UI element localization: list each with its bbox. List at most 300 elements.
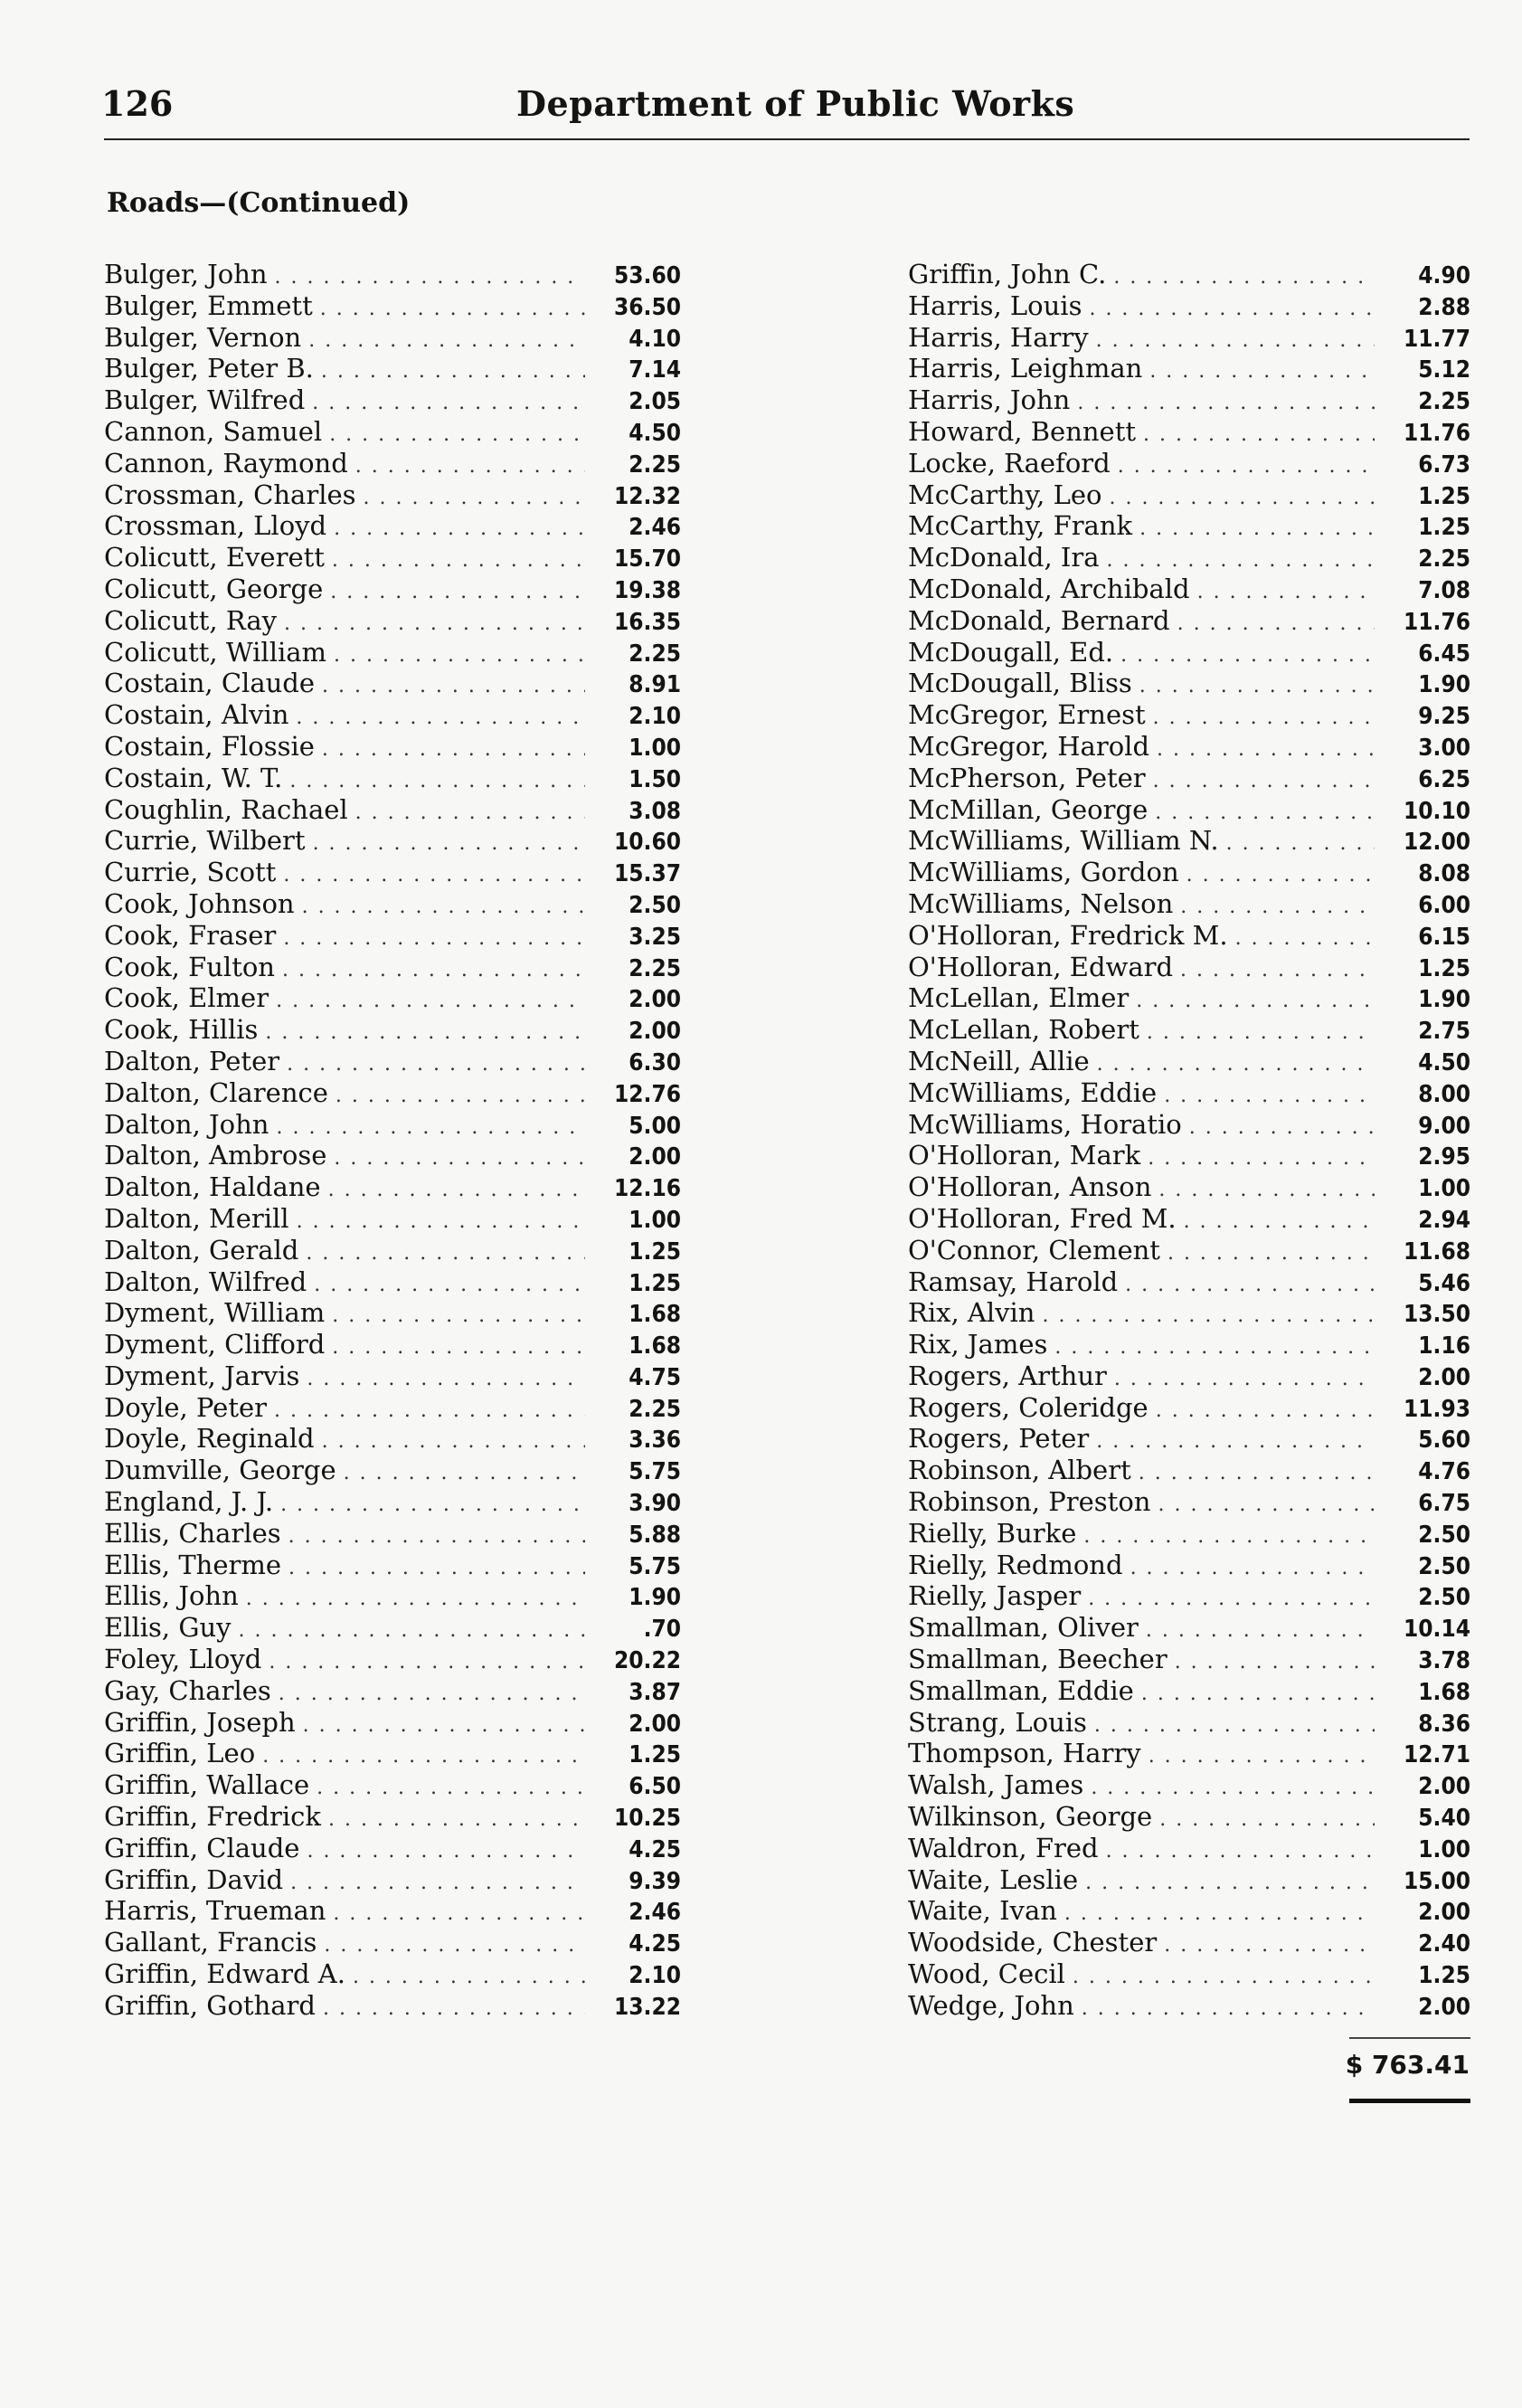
dot-leader (1147, 1018, 1375, 1049)
list-item (908, 510, 1470, 542)
payment-amount: 2.50 (1418, 1521, 1470, 1549)
dot-leader (1197, 577, 1375, 609)
payee-name: Costain, Flossie (104, 730, 315, 762)
dot-leader (1143, 420, 1375, 451)
list-item (908, 1801, 1470, 1833)
list-item (104, 731, 681, 763)
dot-leader (334, 1143, 585, 1175)
payment-amount: 15.00 (1404, 1867, 1470, 1895)
payee-name: McCarthy, Frank (908, 510, 1133, 542)
payee-name: Currie, Scott (104, 857, 277, 888)
list-item (908, 763, 1470, 794)
dot-leader (284, 609, 585, 640)
payment-amount: .70 (643, 1616, 681, 1644)
payee-name: Locke, Raeford (908, 447, 1111, 479)
list-item (908, 1486, 1470, 1518)
payee-name: Cook, Elmer (104, 982, 269, 1014)
payee-name: Coughlin, Rachael (104, 793, 348, 825)
payee-name: O'Connor, Clement (908, 1234, 1160, 1266)
payment-amount: 2.00 (629, 1018, 681, 1046)
payment-amount: 1.25 (1418, 1962, 1470, 1990)
payment-amount: 2.50 (1418, 1584, 1470, 1612)
list-item (104, 1014, 681, 1046)
dot-leader (323, 1994, 585, 2025)
dot-leader (1097, 1049, 1375, 1081)
payee-name: McNeill, Allie (908, 1045, 1090, 1076)
payment-amount: 4.50 (629, 419, 681, 447)
total-rule-top (1349, 2037, 1470, 2039)
list-item (104, 1392, 681, 1424)
payee-name: Rogers, Coleridge (908, 1391, 1149, 1423)
payee-name: McMillan, George (908, 793, 1149, 825)
dot-leader (279, 1679, 585, 1711)
list-item (908, 668, 1470, 699)
payee-name: Dyment, Jarvis (104, 1360, 300, 1391)
payee-name: O'Holloran, Anson (908, 1171, 1152, 1203)
dot-leader (333, 1899, 585, 1930)
dot-leader (275, 262, 585, 294)
payment-amount: 5.88 (629, 1521, 681, 1549)
dot-leader (1158, 1490, 1375, 1522)
payment-amount: 7.08 (1418, 576, 1470, 604)
payment-amount: 6.15 (1418, 923, 1470, 951)
dot-leader (1146, 1616, 1375, 1647)
payment-amount: 2.00 (1418, 1773, 1470, 1801)
payee-name: Rielly, Jasper (908, 1580, 1082, 1612)
payment-amount: 10.14 (1404, 1616, 1470, 1644)
payee-name: Robinson, Albert (908, 1455, 1131, 1486)
payment-amount: 5.46 (1418, 1269, 1470, 1297)
dot-leader (290, 1868, 585, 1900)
payee-name: Bulger, Emmett (104, 289, 313, 321)
payment-amount: 2.50 (629, 891, 681, 919)
payment-amount: 6.00 (1418, 891, 1470, 919)
dot-leader (334, 514, 585, 545)
list-item (908, 1644, 1470, 1675)
payee-name: Dyment, Clifford (104, 1329, 326, 1360)
payee-name: Colicutt, George (104, 573, 324, 604)
dot-leader (332, 545, 585, 577)
dot-leader (1125, 1270, 1375, 1302)
list-item (104, 1109, 681, 1141)
dot-leader (1113, 262, 1375, 294)
payee-name: McWilliams, Horatio (908, 1108, 1182, 1140)
dot-leader (1177, 609, 1375, 640)
list-item (908, 353, 1470, 384)
list-item (104, 384, 681, 416)
payment-amount: 1.90 (629, 1584, 681, 1612)
payment-amount: 16.35 (614, 608, 681, 636)
payee-name: Smallman, Beecher (908, 1644, 1167, 1675)
payment-amount: 6.50 (629, 1773, 681, 1801)
list-item (908, 1550, 1470, 1581)
payment-amount: 2.25 (1418, 388, 1470, 416)
payee-name: Ellis, Charles (104, 1517, 281, 1549)
page-number: 126 (101, 83, 174, 124)
payment-amount: 1.25 (1418, 954, 1470, 982)
list-item (908, 574, 1470, 605)
payment-amount: 2.88 (1418, 293, 1470, 321)
dot-leader (334, 640, 585, 672)
dot-leader (307, 1836, 585, 1868)
payment-amount: 12.76 (614, 1080, 681, 1108)
dot-leader (322, 1427, 585, 1458)
dot-leader (1109, 483, 1375, 515)
dot-leader (1120, 640, 1375, 672)
dot-leader (1082, 1994, 1375, 2025)
dot-leader (276, 986, 585, 1018)
payee-name: McDonald, Bernard (908, 604, 1170, 636)
payment-amount: 1.25 (629, 1741, 681, 1769)
list-item (908, 794, 1470, 826)
list-item (104, 1266, 681, 1298)
payment-amount: 4.50 (1418, 1048, 1470, 1076)
list-item (104, 1769, 681, 1801)
list-item (104, 920, 681, 952)
list-item (104, 1297, 681, 1329)
payment-amount: 12.71 (1404, 1741, 1470, 1769)
dot-leader (1091, 1773, 1375, 1805)
dot-leader (317, 1773, 585, 1805)
payment-amount: 1.25 (629, 1269, 681, 1297)
payee-name: Currie, Wilbert (104, 825, 306, 857)
list-item (104, 1990, 681, 2022)
payment-amount: 2.00 (629, 1143, 681, 1171)
payee-name: Cook, Johnson (104, 887, 295, 919)
list-item (908, 920, 1470, 952)
payment-amount: 4.75 (629, 1363, 681, 1391)
list-item (104, 1077, 681, 1109)
list-item (104, 1329, 681, 1360)
dot-leader (1088, 1584, 1375, 1616)
payee-name: Griffin, Fredrick (104, 1801, 321, 1833)
payment-amount: 2.25 (629, 640, 681, 668)
list-item (104, 1864, 681, 1896)
list-item (104, 542, 681, 574)
payee-name: Robinson, Preston (908, 1486, 1151, 1518)
dot-leader (283, 924, 585, 955)
payee-name: Colicutt, Everett (104, 542, 325, 574)
dot-leader (1064, 1899, 1375, 1930)
dot-leader (1159, 1805, 1375, 1836)
list-item (908, 731, 1470, 763)
payment-amount: 8.91 (629, 671, 681, 699)
list-item (908, 416, 1470, 448)
list-item (104, 1140, 681, 1171)
payment-amount: 2.50 (1418, 1552, 1470, 1580)
payee-name: Costain, W. T. (104, 762, 283, 793)
list-item (908, 1423, 1470, 1455)
dot-leader (1189, 1113, 1375, 1144)
dot-leader (1184, 1207, 1375, 1238)
payee-name: Ramsay, Harold (908, 1266, 1119, 1297)
dot-leader (1164, 1930, 1375, 1962)
dot-leader (320, 294, 585, 326)
dot-leader (324, 1930, 585, 1962)
payee-name: Harris, Harry (908, 321, 1089, 353)
payee-name: Waldron, Fred (908, 1832, 1099, 1863)
dot-leader (302, 892, 585, 924)
payee-name: Gallant, Francis (104, 1927, 317, 1958)
dot-leader (332, 1332, 585, 1364)
payment-amount: 10.25 (614, 1805, 681, 1833)
payee-name: O'Holloran, Fredrick M. (908, 919, 1228, 951)
list-item (908, 1895, 1470, 1927)
payment-amount: 13.50 (1404, 1301, 1470, 1329)
dot-leader (1180, 955, 1375, 987)
section-heading: Roads—(Continued) (107, 187, 411, 219)
payment-amount: 11.68 (1404, 1237, 1470, 1266)
payment-amount: 2.25 (1418, 545, 1470, 574)
dot-leader (328, 1805, 585, 1836)
payee-name: Griffin, Joseph (104, 1706, 296, 1738)
list-item (908, 888, 1470, 920)
running-title: Department of Public Works (516, 83, 1075, 124)
dot-leader (330, 577, 585, 609)
dot-leader (1149, 356, 1375, 388)
payee-name: Colicutt, William (104, 636, 327, 668)
payment-amount: 53.60 (614, 262, 681, 289)
list-item (104, 1203, 681, 1235)
payee-name: Smallman, Eddie (908, 1674, 1134, 1706)
list-item (104, 1423, 681, 1455)
list-item (908, 1958, 1470, 1990)
list-item (908, 699, 1470, 731)
payment-amount: 2.00 (1418, 1899, 1470, 1927)
payee-name: Bulger, John (104, 259, 268, 289)
list-item (104, 1675, 681, 1707)
dot-leader (276, 1113, 585, 1144)
dot-leader (1089, 294, 1375, 326)
list-item (908, 1864, 1470, 1896)
list-item (908, 952, 1470, 983)
payment-amount: 12.00 (1404, 829, 1470, 857)
list-item (104, 1580, 681, 1612)
list-item (104, 699, 681, 731)
dot-leader (1157, 735, 1375, 766)
payment-amount: 1.68 (629, 1332, 681, 1360)
dot-leader (344, 1458, 585, 1490)
dot-leader (1096, 1427, 1375, 1458)
payee-name: McGregor, Ernest (908, 699, 1146, 731)
payment-amount: 15.37 (614, 860, 681, 888)
payment-amount: 2.25 (629, 1395, 681, 1423)
payee-name: Bulger, Vernon (104, 321, 302, 353)
payment-amount: 12.16 (614, 1175, 681, 1203)
payment-amount: 1.50 (629, 765, 681, 793)
dot-leader (321, 356, 585, 388)
payee-name: McWilliams, Gordon (908, 857, 1179, 888)
payment-amount: 1.68 (629, 1301, 681, 1329)
payee-name: Dyment, William (104, 1297, 326, 1329)
payment-amount: 1.25 (1418, 514, 1470, 542)
list-item (908, 1109, 1470, 1141)
dot-leader (336, 1081, 585, 1113)
payee-name: Gay, Charles (104, 1674, 271, 1706)
payee-name: McDonald, Archibald (908, 573, 1190, 604)
payee-name: Costain, Alvin (104, 699, 289, 731)
payee-name: Strang, Louis (908, 1706, 1087, 1738)
payment-amount: 2.00 (629, 1710, 681, 1738)
dot-leader (262, 1741, 585, 1773)
payment-amount: 4.25 (629, 1930, 681, 1958)
payment-amount: 3.36 (629, 1427, 681, 1455)
list-item (104, 1455, 681, 1486)
list-item (104, 1486, 681, 1518)
payee-name: Rielly, Burke (908, 1517, 1077, 1549)
list-item (104, 510, 681, 542)
list-item (908, 1833, 1470, 1864)
list-item (104, 794, 681, 826)
dot-leader (1085, 1868, 1375, 1900)
list-item (104, 416, 681, 448)
payment-amount: 20.22 (614, 1647, 681, 1675)
payment-amount: 2.40 (1418, 1930, 1470, 1958)
dot-leader (1167, 1238, 1375, 1270)
payee-name: McWilliams, William N. (908, 825, 1219, 857)
list-item (908, 1235, 1470, 1266)
payee-name: McDougall, Ed. (908, 636, 1114, 668)
payee-name: Bulger, Wilfred (104, 384, 306, 416)
payee-name: Cannon, Raymond (104, 447, 348, 479)
payee-name: O'Holloran, Edward (908, 951, 1174, 982)
payee-name: Bulger, Peter B. (104, 353, 314, 384)
header-rule (104, 138, 1470, 140)
list-item (908, 1612, 1470, 1644)
dot-leader (283, 860, 585, 892)
payment-amount: 9.25 (1418, 703, 1470, 731)
list-item (104, 1833, 681, 1864)
payee-name: Smallman, Oliver (908, 1612, 1139, 1644)
dot-leader (1226, 829, 1375, 860)
dot-leader (332, 1301, 585, 1332)
payment-amount: 2.25 (629, 954, 681, 982)
list-item (908, 857, 1470, 888)
dot-leader (1158, 1175, 1375, 1207)
payee-name: Cook, Hillis (104, 1014, 259, 1046)
dot-leader (364, 483, 585, 515)
list-item (104, 825, 681, 857)
payee-name: Wedge, John (908, 1989, 1074, 2021)
payee-name: Griffin, John C. (908, 259, 1107, 289)
payee-name: Dalton, Ambrose (104, 1140, 327, 1171)
list-item (908, 384, 1470, 416)
list-item (104, 668, 681, 699)
dot-leader (308, 326, 585, 357)
list-item (908, 982, 1470, 1014)
payment-amount: 11.76 (1404, 608, 1470, 636)
dot-leader (355, 451, 585, 483)
payee-name: Thompson, Harry (908, 1738, 1141, 1769)
payment-amount: 11.93 (1404, 1395, 1470, 1423)
list-item (104, 952, 681, 983)
payment-amount: 3.90 (629, 1490, 681, 1518)
list-item (104, 857, 681, 888)
payment-amount: 6.73 (1418, 450, 1470, 479)
dot-leader (1175, 1647, 1375, 1679)
dot-leader (296, 703, 585, 735)
left-column (104, 259, 681, 2022)
list-item (104, 1958, 681, 1990)
dot-leader (1139, 514, 1375, 545)
payment-amount: 5.60 (1418, 1427, 1470, 1455)
dot-leader (1077, 388, 1375, 420)
payee-name: Griffin, Edward A. (104, 1958, 345, 1990)
dot-leader (246, 1584, 585, 1616)
payment-amount: 9.39 (629, 1867, 681, 1895)
list-item (908, 1455, 1470, 1486)
payee-name: Rix, Alvin (908, 1297, 1035, 1329)
dot-leader (329, 420, 585, 451)
payee-name: McPherson, Peter (908, 762, 1146, 793)
payee-name: McLellan, Elmer (908, 982, 1130, 1014)
dot-leader (1235, 924, 1375, 955)
payee-name: Colicutt, Ray (104, 604, 278, 636)
payee-name: Rix, James (908, 1329, 1048, 1360)
payment-amount: 1.00 (1418, 1835, 1470, 1863)
payment-amount: 2.10 (629, 1962, 681, 1990)
list-item (104, 637, 681, 668)
dot-leader (1096, 326, 1375, 357)
list-item (104, 290, 681, 322)
payee-name: Doyle, Peter (104, 1391, 268, 1423)
payee-name: Ellis, John (104, 1580, 239, 1612)
payment-amount: 12.32 (614, 482, 681, 510)
list-item (104, 259, 681, 290)
payment-amount: 4.90 (1418, 262, 1470, 289)
payment-amount: 13.22 (614, 1993, 681, 2021)
list-item (908, 1171, 1470, 1203)
payment-amount: 9.00 (1418, 1112, 1470, 1140)
payee-name: Cook, Fulton (104, 951, 275, 982)
list-item (908, 542, 1470, 574)
payee-name: Doyle, Reginald (104, 1423, 315, 1455)
payee-name: Ellis, Guy (104, 1612, 232, 1644)
payment-amount: 5.75 (629, 1458, 681, 1486)
payee-name: Cannon, Samuel (104, 415, 323, 447)
dot-leader (307, 1364, 585, 1396)
payment-amount: 11.77 (1404, 325, 1470, 353)
list-item (104, 888, 681, 920)
payment-amount: 1.25 (1418, 482, 1470, 510)
dot-leader (1054, 1332, 1375, 1364)
dot-leader (297, 1207, 585, 1238)
list-item (104, 1895, 681, 1927)
dot-leader (1155, 798, 1375, 830)
dot-leader (1153, 766, 1375, 798)
payment-amount: 2.46 (629, 1899, 681, 1927)
payee-name: Foley, Lloyd (104, 1644, 262, 1675)
list-item (908, 1392, 1470, 1424)
payment-amount: 6.75 (1418, 1490, 1470, 1518)
payee-name: Dalton, Gerald (104, 1234, 299, 1266)
list-item (104, 1738, 681, 1769)
payee-name: Griffin, Gothard (104, 1989, 316, 2021)
list-item (908, 290, 1470, 322)
dot-leader (1118, 451, 1375, 483)
dot-leader (1139, 671, 1375, 703)
list-item (908, 1580, 1470, 1612)
list-item (908, 1203, 1470, 1235)
list-item (104, 1171, 681, 1203)
payment-amount: 11.76 (1404, 419, 1470, 447)
dot-leader (1106, 1836, 1375, 1868)
payment-amount: 1.16 (1418, 1332, 1470, 1360)
payment-amount: 2.00 (1418, 1363, 1470, 1391)
payee-name: Costain, Claude (104, 668, 316, 699)
payment-amount: 2.00 (1418, 1993, 1470, 2021)
payee-name: Griffin, Leo (104, 1738, 256, 1769)
